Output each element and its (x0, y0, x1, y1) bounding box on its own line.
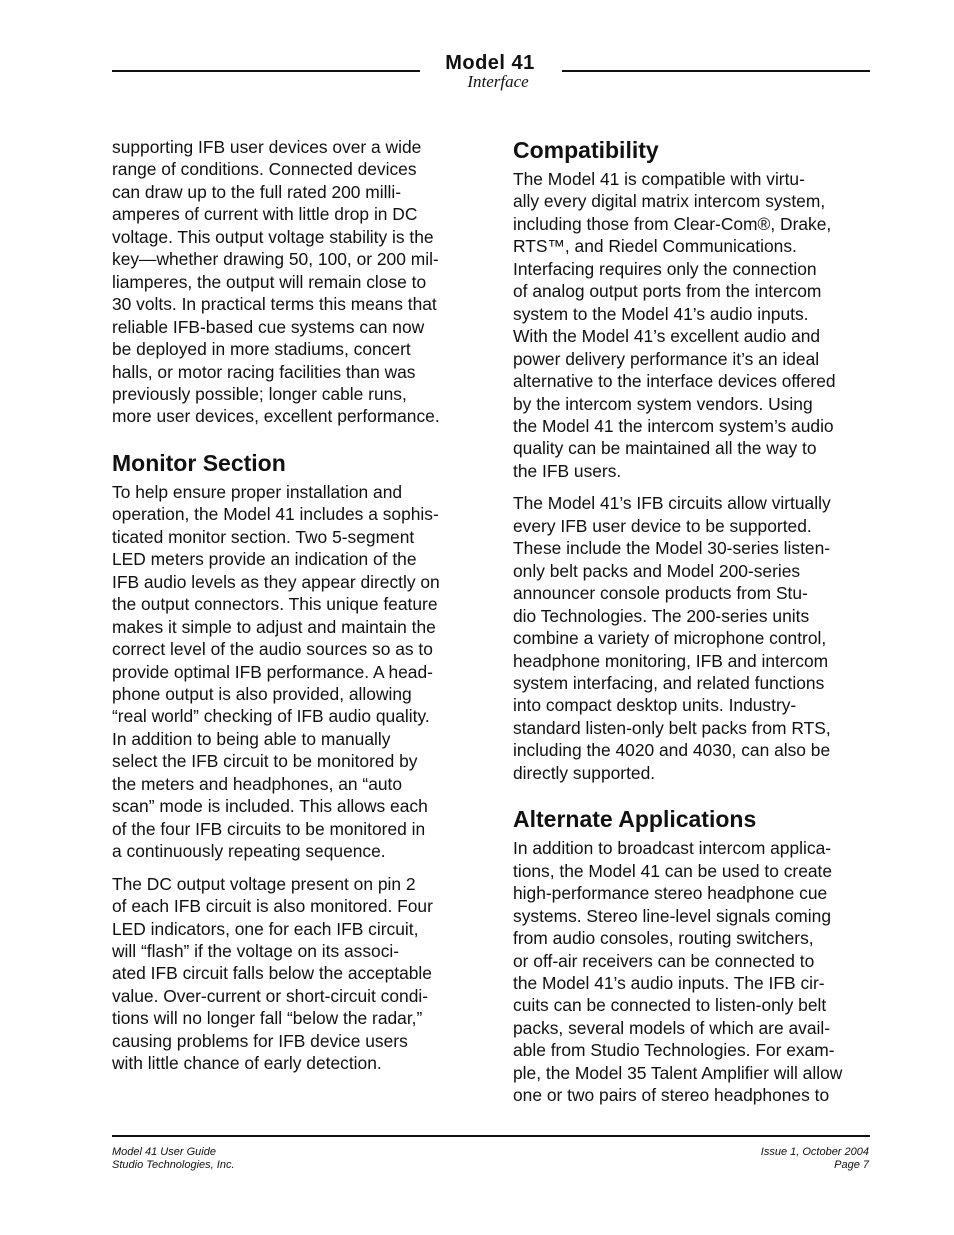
monitor-section-heading: Monitor Section (112, 449, 286, 476)
compatibility-paragraph-2: The Model 41’s IFB circuits allow virtually every IFB user device to be supported. These include the Model 30-series listen- only belt packs and Model 200-series announcer console products from Stu- dio Technologies. The 200-series units combine a variety of microphone control, headphone monitoring, IFB and intercom system interfacing, and related functions into compact desktop units. Industry- standard listen-only belt packs from RTS, including the 4020 and 4030, can also be directly supported. (513, 493, 831, 783)
compatibility-heading: Compatibility (513, 137, 659, 163)
footer-company: Studio Technologies, Inc. (112, 1159, 235, 1171)
left-column (112, 136, 477, 1085)
compatibility-paragraph-1: The Model 41 is compatible with virtu- ally every digital matrix intercom system, including those from Clear-Com®, Drake, RTS™, and Riedel Communications. Interfacing requires only the connection of analog output ports from the intercom system to the Model 41’s audio inputs. With the Model 41’s excellent audio and power delivery performance it’s an ideal alternative to the interface devices offered by the intercom system vendors. Using the Model 41 the intercom system’s audio quality can be maintained all the way to the IFB users. (513, 169, 836, 481)
alternate-applications-paragraph: In addition to broadcast intercom applica- tions, the Model 41 can be used to create high-performance stereo headphone cue systems. Stereo line-level signals coming from audio consoles, routing switchers, or off-air receivers can be connected to the Model 41’s audio inputs. The IFB cir- cuits can be connected to listen-only belt packs, several models of which are avail- able from Studio Technologies. For exam- ple, the Model 35 Talent Amplifier will allow one or two pairs of stereo headphones to (513, 838, 843, 1106)
footer-rule (112, 1135, 870, 1137)
right-column (513, 136, 878, 1117)
footer-left (112, 1146, 235, 1172)
footer-issue: Issue 1, October 2004 (760, 1146, 869, 1158)
logo-subtitle-text: Interface (467, 72, 529, 91)
logo-model-text: Model 41 (445, 52, 535, 74)
monitor-paragraph-1: To help ensure proper installation and operation, the Model 41 includes a sophis- ticated monitor section. Two 5-segment LED meters provide an indication of the IFB audio levels as they appear directly on the output connectors. This unique feature makes it simple to adjust and maintain the correct level of the audio sources so as to provide optimal IFB performance. A head- phone output is also provided, allowing “real world” checking of IFB audio quality. In addition to being able to manually select the IFB circuit to be monitored by the meters and headphones, an “auto scan” mode is included. This allows each of the four IFB circuits to be monitored in a continuously repeating sequence. (112, 481, 440, 862)
model-41-logo (426, 52, 554, 90)
footer-page-number: Page 7 (834, 1159, 869, 1171)
footer-guide-title: Model 41 User Guide (112, 1146, 216, 1158)
monitor-paragraph-2: The DC output voltage present on pin 2 of each IFB circuit is also monitored. Four LED indicators, one for each IFB circuit, will “flash” if the voltage on its associ- ated IFB circuit falls below the acceptable value. Over-current or short-circuit condi- tions will no longer fall “below the radar,” causing problems for IFB device users with little chance of early detection. (112, 873, 433, 1074)
intro-paragraph: supporting IFB user devices over a wide range of conditions. Connected devices can draw up to the full rated 200 milli- amperes of current with little drop in DC voltage. This output voltage stability is the key—whether drawing 50, 100, or 200 mil- liamperes, the output will remain close to 30 volts. In practical terms this means that reliable IFB-based cue systems can now be deployed in more stadiums, concert halls, or motor racing facilities than was previously possible; longer cable runs, more user devices, excellent performance. (112, 137, 440, 427)
header-rule-left (112, 70, 420, 72)
header-rule-right (562, 70, 870, 72)
alternate-applications-heading: Alternate Applications (513, 806, 757, 833)
footer-right (761, 1146, 869, 1172)
